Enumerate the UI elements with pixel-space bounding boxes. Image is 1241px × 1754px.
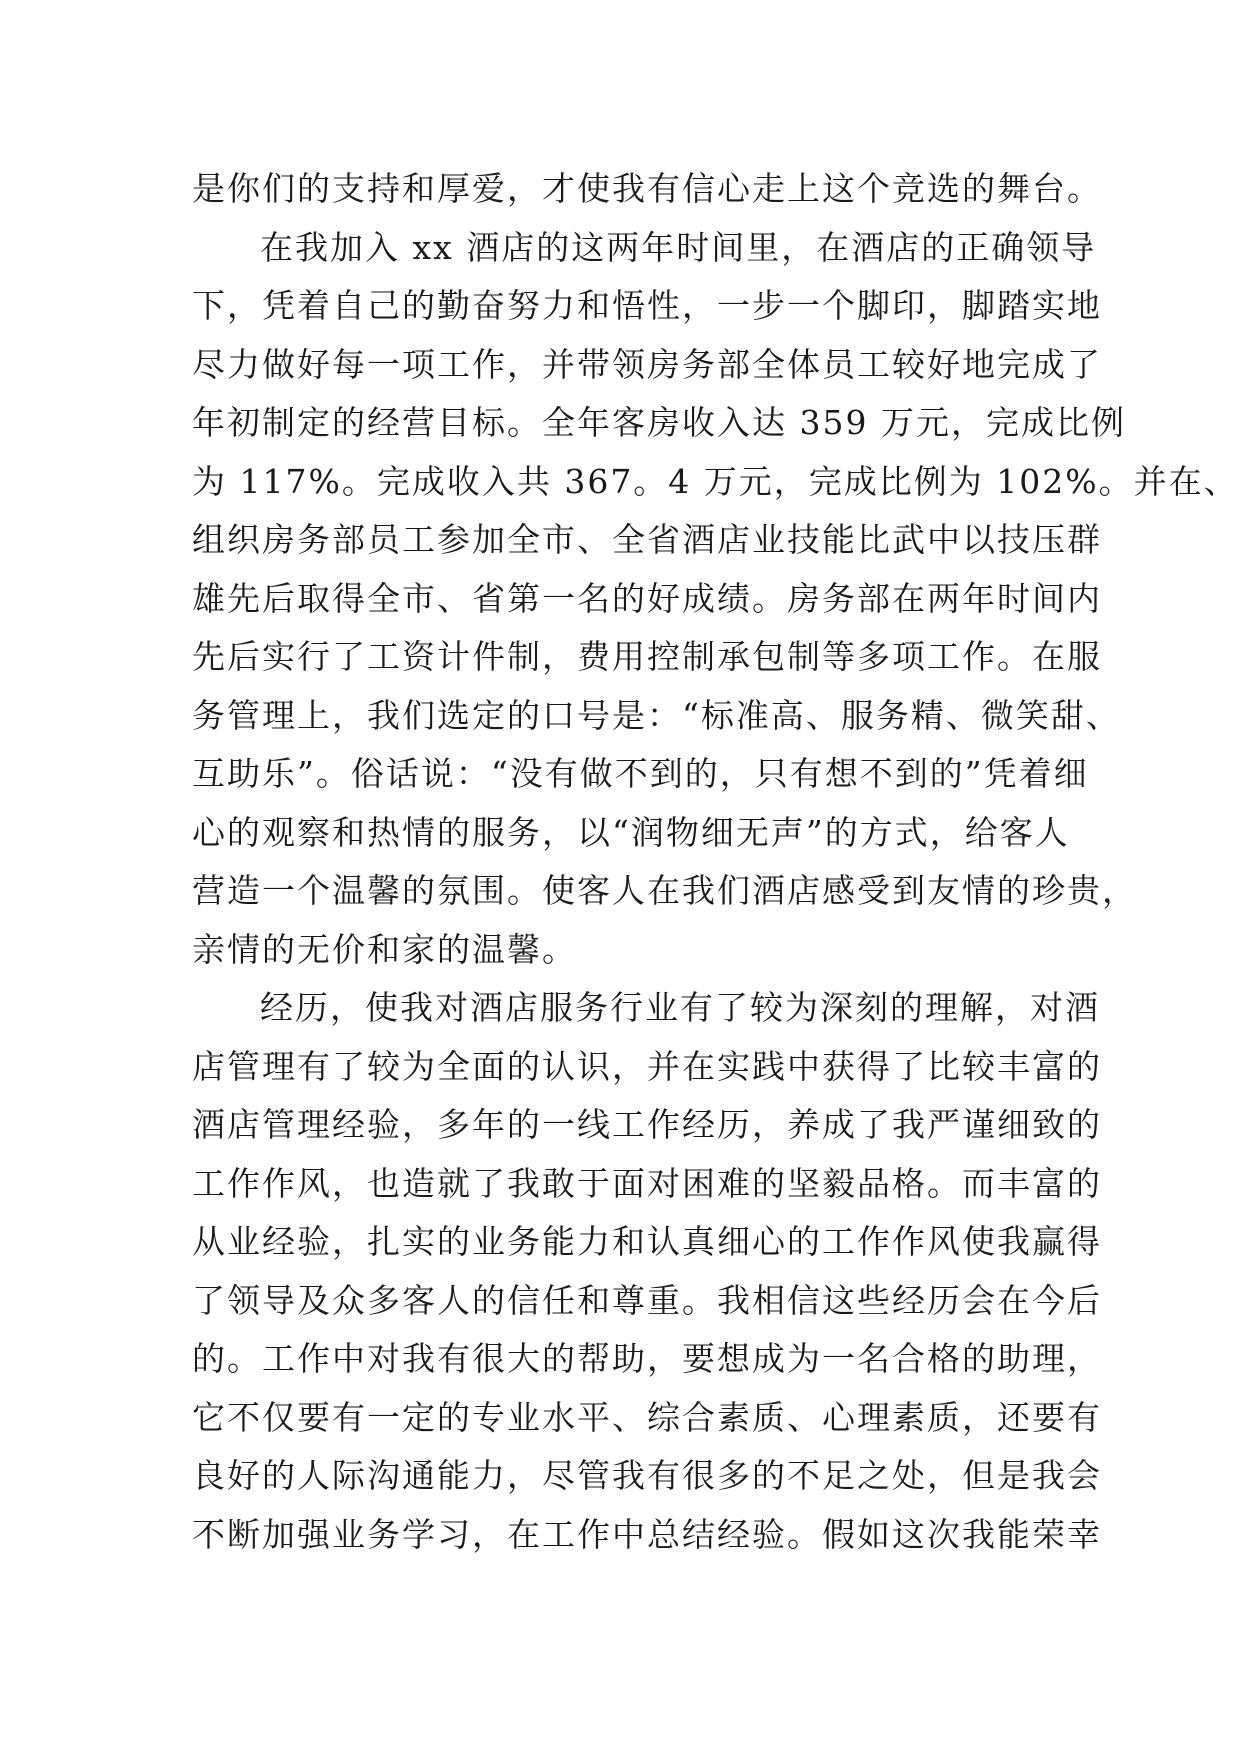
text-line: 年初制定的经营目标。全年客房收入达 359 万元，完成比例 xyxy=(192,403,1126,442)
text-line: 店管理有了较为全面的认识，并在实践中获得了比较丰富的 xyxy=(192,1046,1102,1086)
text-line: 务管理上，我们选定的口号是：“标准高、服务精、微笑甜、 xyxy=(192,695,1121,735)
text-line: 营造一个温馨的氛围。使客人在我们酒店感受到友情的珍贵， xyxy=(192,871,1137,910)
text-line: 是你们的支持和厚爱，才使我有信心走上这个竞选的舞台。 xyxy=(192,169,1102,208)
text-line: 下，凭着自己的勤奋努力和悟性，一步一个脚印，脚踏实地 xyxy=(192,286,1102,325)
text-line: 的。工作中对我有很大的帮助，要想成为一名合格的助理， xyxy=(192,1339,1102,1378)
text-line: 从业经验，扎实的业务能力和认真细心的工作作风使我赢得 xyxy=(192,1222,1102,1261)
text-line: 亲情的无价和家的温馨。 xyxy=(192,929,577,969)
text-line: 心的观察和热情的服务，以“润物细无声”的方式，给客人 xyxy=(192,812,1070,852)
text-line: 为 117%。完成收入共 367。4 万元，完成比例为 102%。并在、 xyxy=(192,461,1239,501)
document-body xyxy=(192,160,1239,1564)
text-line: 了领导及众多客人的信任和尊重。我相信这些经历会在今后 xyxy=(192,1280,1102,1320)
text-line: 互助乐”。俗话说：“没有做不到的，只有想不到的”凭着细 xyxy=(192,754,1089,793)
text-line: 在我加入 xx 酒店的这两年时间里，在酒店的正确领导 xyxy=(260,227,1097,267)
text-line: 工作作风，也造就了我敢于面对困难的坚毅品格。而丰富的 xyxy=(192,1163,1102,1203)
text-line: 先后实行了工资计件制，费用控制承包制等多项工作。在服 xyxy=(192,637,1102,676)
text-line: 雄先后取得全市、省第一名的好成绩。房务部在两年时间内 xyxy=(192,578,1102,618)
text-line: 酒店管理经验，多年的一线工作经历，养成了我严谨细致的 xyxy=(192,1105,1102,1144)
text-line: 不断加强业务学习，在工作中总结经验。假如这次我能荣幸 xyxy=(192,1514,1102,1554)
text-line: 它不仅要有一定的专业水平、综合素质、心理素质，还要有 xyxy=(192,1397,1102,1437)
text-line: 尽力做好每一项工作，并带领房务部全体员工较好地完成了 xyxy=(192,344,1102,384)
text-line: 经历，使我对酒店服务行业有了较为深刻的理解，对酒 xyxy=(260,988,1100,1027)
text-line: 良好的人际沟通能力，尽管我有很多的不足之处，但是我会 xyxy=(192,1456,1102,1495)
text-line: 组织房务部员工参加全市、全省酒店业技能比武中以技压群 xyxy=(192,520,1102,559)
